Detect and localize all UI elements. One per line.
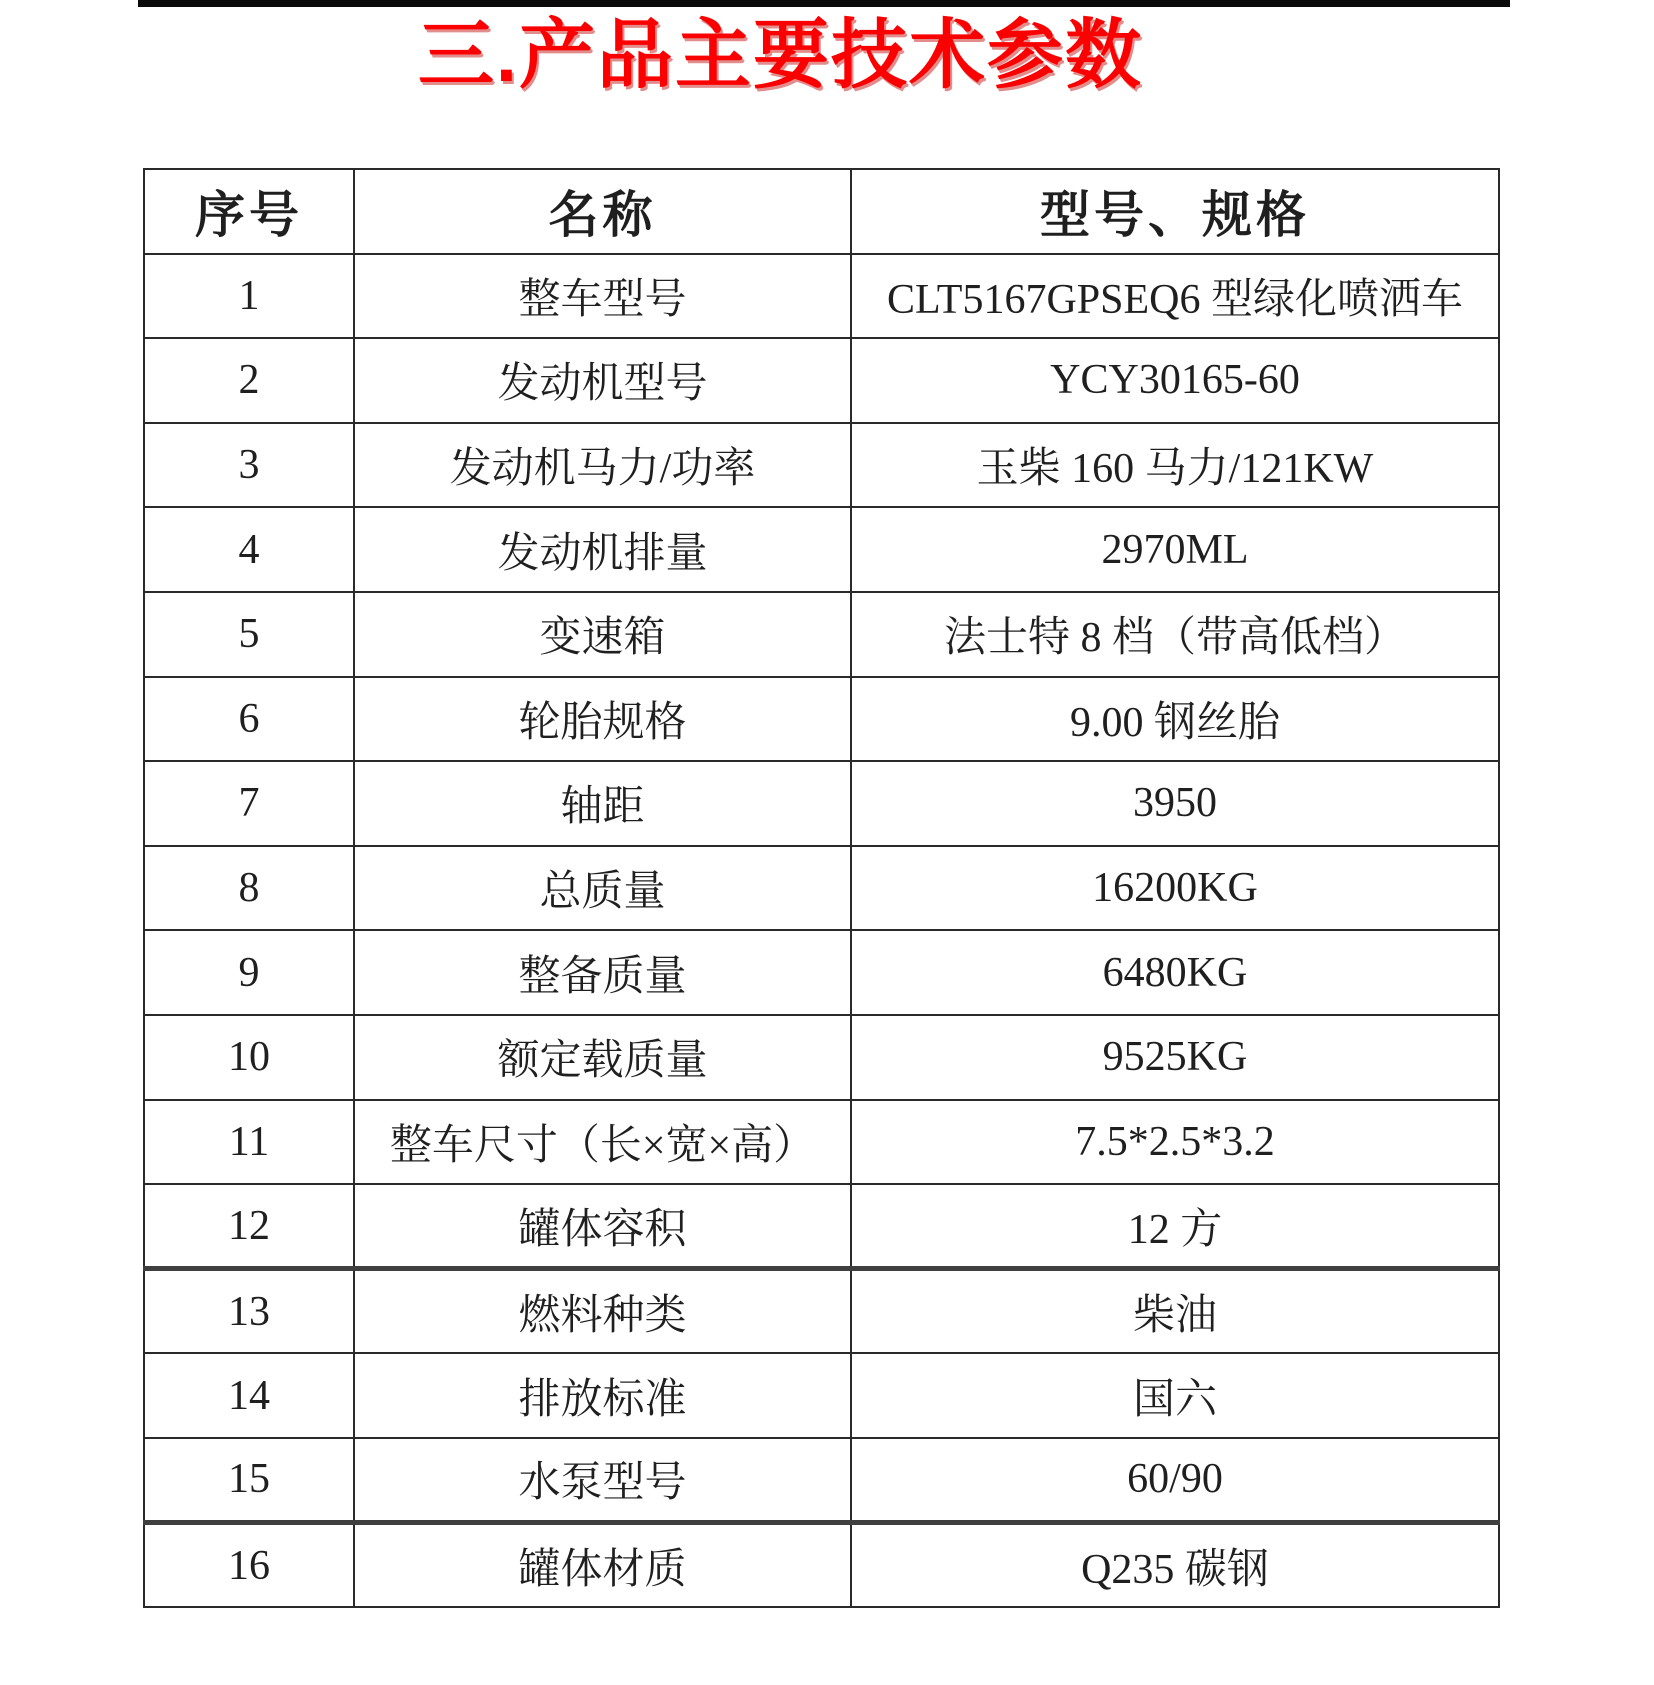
- cell-name: 罐体容积: [354, 1184, 851, 1269]
- cell-spec: 玉柴 160 马力/121KW: [851, 423, 1499, 508]
- col-header-spec: 型号、规格: [851, 169, 1499, 254]
- table-row: [144, 677, 1499, 762]
- table-row: [144, 1269, 1499, 1354]
- cell-name: 整备质量: [354, 930, 851, 1015]
- table-row: [144, 1015, 1499, 1100]
- table-row: [144, 338, 1499, 423]
- table-row: [144, 846, 1499, 931]
- cell-name: 排放标准: [354, 1353, 851, 1438]
- cell-spec: 7.5*2.5*3.2: [851, 1100, 1499, 1185]
- table-body: [144, 254, 1499, 1608]
- cell-spec: 60/90: [851, 1438, 1499, 1523]
- cell-name: 轮胎规格: [354, 677, 851, 762]
- cell-name: 额定载质量: [354, 1015, 851, 1100]
- cell-serial-number: 7: [144, 761, 354, 846]
- table-row: [144, 1184, 1499, 1269]
- page-title: 三.产品主要技术参数: [417, 13, 1144, 98]
- cell-serial-number: 8: [144, 846, 354, 931]
- cell-serial-number: 2: [144, 338, 354, 423]
- cell-name: 水泵型号: [354, 1438, 851, 1523]
- table-row: [144, 423, 1499, 508]
- table-row: [144, 1100, 1499, 1185]
- cell-name: 发动机型号: [354, 338, 851, 423]
- cell-spec: 柴油: [851, 1269, 1499, 1354]
- cell-serial-number: 16: [144, 1523, 354, 1608]
- cell-spec: 3950: [851, 761, 1499, 846]
- cell-serial-number: 1: [144, 254, 354, 339]
- cell-name: 总质量: [354, 846, 851, 931]
- table-row: [144, 1353, 1499, 1438]
- cell-name: 整车尺寸（长×宽×高）: [354, 1100, 851, 1185]
- table-row: [144, 1523, 1499, 1608]
- cell-serial-number: 10: [144, 1015, 354, 1100]
- cell-name: 燃料种类: [354, 1269, 851, 1354]
- cell-name: 整车型号: [354, 254, 851, 339]
- cell-spec: 16200KG: [851, 846, 1499, 931]
- cell-spec: 2970ML: [851, 507, 1499, 592]
- cell-serial-number: 9: [144, 930, 354, 1015]
- table-row: [144, 254, 1499, 339]
- cell-spec: YCY30165-60: [851, 338, 1499, 423]
- top-rule: [138, 0, 1510, 7]
- cell-spec: 6480KG: [851, 930, 1499, 1015]
- table-row: [144, 1438, 1499, 1523]
- cell-spec: 9.00 钢丝胎: [851, 677, 1499, 762]
- table-row: [144, 930, 1499, 1015]
- table-row: [144, 507, 1499, 592]
- cell-name: 罐体材质: [354, 1523, 851, 1608]
- cell-serial-number: 14: [144, 1353, 354, 1438]
- cell-name: 发动机排量: [354, 507, 851, 592]
- cell-serial-number: 4: [144, 507, 354, 592]
- cell-serial-number: 5: [144, 592, 354, 677]
- table-row: [144, 761, 1499, 846]
- cell-serial-number: 13: [144, 1269, 354, 1354]
- cell-spec: 国六: [851, 1353, 1499, 1438]
- cell-spec: Q235 碳钢: [851, 1523, 1499, 1608]
- cell-serial-number: 12: [144, 1184, 354, 1269]
- col-header-no: 序号: [144, 169, 354, 254]
- cell-serial-number: 3: [144, 423, 354, 508]
- cell-serial-number: 15: [144, 1438, 354, 1523]
- cell-spec: 12 方: [851, 1184, 1499, 1269]
- cell-spec: 法士特 8 档（带高低档）: [851, 592, 1499, 677]
- cell-name: 轴距: [354, 761, 851, 846]
- table-row: [144, 592, 1499, 677]
- cell-serial-number: 11: [144, 1100, 354, 1185]
- spec-table: [143, 168, 1500, 1608]
- cell-spec: CLT5167GPSEQ6 型绿化喷洒车: [851, 254, 1499, 339]
- col-header-name: 名称: [354, 169, 851, 254]
- cell-name: 变速箱: [354, 592, 851, 677]
- cell-serial-number: 6: [144, 677, 354, 762]
- cell-name: 发动机马力/功率: [354, 423, 851, 508]
- cell-spec: 9525KG: [851, 1015, 1499, 1100]
- table-header-row: [144, 169, 1499, 254]
